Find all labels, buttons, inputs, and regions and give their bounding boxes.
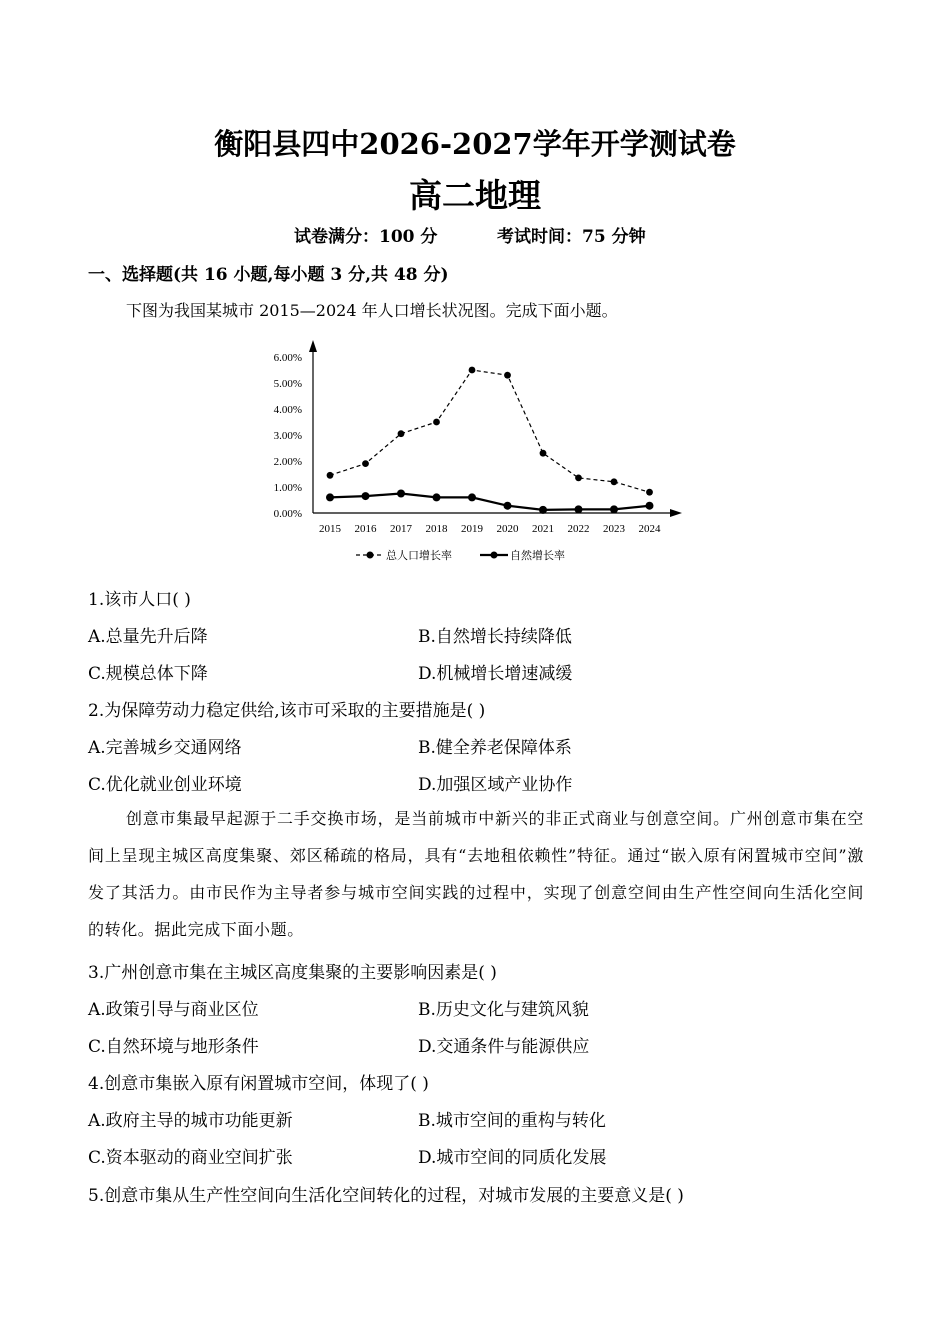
q3-option-c: C.自然环境与地形条件 [88, 1037, 259, 1057]
legend-marker [367, 552, 374, 559]
y-tick-label: 0.00% [273, 508, 302, 520]
subject-title: 高二地理 [409, 176, 541, 215]
time-limit: 考试时间：75 分钟 [497, 227, 646, 247]
q4-option-a: A.政府主导的城市功能更新 [88, 1111, 293, 1131]
q1-option-d: D.机械增长增速减缓 [418, 664, 573, 684]
data-point [539, 506, 547, 514]
y-tick-label: 6.00% [273, 352, 302, 364]
chart-series [326, 367, 654, 514]
data-point [504, 372, 511, 379]
question-3: 3.广州创意市集在主城区高度集聚的主要影响因素是( ) [88, 963, 497, 983]
data-point [646, 489, 653, 496]
population-growth-chart [258, 336, 688, 572]
data-point [611, 478, 618, 485]
q1-option-a: A.总量先升后降 [88, 627, 208, 647]
full-score: 试卷满分：100 分 [294, 227, 438, 247]
q2-option-c: C.优化就业创业环境 [88, 775, 242, 795]
question-4: 4.创意市集嵌入原有闲置城市空间，体现了( ) [88, 1074, 429, 1094]
data-point [540, 450, 547, 457]
data-point [575, 505, 583, 513]
x-tick-label: 2019 [461, 523, 483, 535]
q2-option-a: A.完善城乡交通网络 [88, 738, 242, 758]
q2-option-b: B.健全养老保障体系 [418, 738, 572, 758]
passage: 创意市集最早起源于二手交换市场，是当前城市中新兴的非正式商业与创意空间。广州创意市集在空间上呈现主城区高度集聚、郊区稀疏的格局，具有“去地租依赖性”特征。通过“嵌入原有闲置城市空间”激发了其活力。由市民作为主导者参与城市空间实践的过程中，实现了创意空间由生产性空间向生活化空间的转化。据此完成下面小题。 [88, 809, 864, 939]
x-tick-label: 2021 [532, 523, 554, 535]
chart-axes [309, 340, 682, 517]
q4-option-d: D.城市空间的同质化发展 [418, 1148, 607, 1168]
chart-legend [356, 548, 565, 562]
y-tick-label: 2.00% [273, 456, 302, 468]
y-tick-label: 4.00% [273, 404, 302, 416]
data-point [469, 367, 476, 374]
x-tick-labels [319, 523, 661, 535]
x-tick-label: 2020 [496, 523, 519, 535]
y-tick-label: 3.00% [273, 430, 302, 442]
legend-label: 自然增长率 [510, 549, 565, 562]
chart-intro: 下图为我国某城市 2015—2024 年人口增长状况图。完成下面小题。 [126, 301, 618, 320]
q3-option-d: D.交通条件与能源供应 [418, 1037, 590, 1057]
data-point [433, 419, 440, 426]
data-point [397, 490, 405, 498]
x-tick-label: 2018 [425, 523, 448, 535]
y-axis-arrow [309, 340, 317, 352]
x-tick-label: 2022 [567, 523, 590, 535]
x-tick-label: 2023 [603, 523, 625, 535]
data-point [575, 475, 582, 482]
y-tick-label: 5.00% [273, 378, 302, 390]
legend-marker [491, 552, 498, 559]
x-tick-label: 2015 [319, 523, 341, 535]
q3-option-a: A.政策引导与商业区位 [88, 1000, 259, 1020]
natural-growth-line [330, 494, 650, 510]
data-point [610, 505, 618, 513]
question-1: 1.该市人口( ) [88, 590, 191, 610]
q1-option-c: C.规模总体下降 [88, 664, 208, 684]
data-point [327, 472, 334, 479]
data-point [433, 493, 441, 501]
data-point [646, 502, 654, 510]
x-tick-label: 2016 [354, 523, 377, 535]
x-tick-label: 2024 [638, 523, 661, 535]
section-heading: 一、选择题(共 16 小题,每小题 3 分,共 48 分) [88, 265, 449, 285]
exam-title: 衡阳县四中2026-2027学年开学测试卷 [214, 127, 736, 161]
y-tick-label: 1.00% [273, 482, 302, 494]
question-2: 2.为保障劳动力稳定供给,该市可采取的主要措施是( ) [88, 701, 486, 721]
x-tick-label: 2017 [390, 523, 412, 535]
data-point [468, 493, 476, 501]
q4-option-b: B.城市空间的重构与转化 [418, 1111, 606, 1131]
q3-option-b: B.历史文化与建筑风貌 [418, 1000, 589, 1020]
question-5: 5.创意市集从生产性空间向生活化空间转化的过程，对城市发展的主要意义是( ) [88, 1186, 684, 1206]
total-growth-line [330, 370, 650, 492]
x-axis-arrow [670, 509, 682, 517]
q4-option-c: C.资本驱动的商业空间扩张 [88, 1148, 293, 1168]
y-tick-labels [274, 352, 302, 520]
data-point [362, 460, 369, 467]
q1-option-b: B.自然增长持续降低 [418, 627, 572, 647]
legend-label: 总人口增长率 [386, 549, 452, 562]
data-point [362, 492, 370, 500]
data-point [326, 493, 334, 501]
q2-option-d: D.加强区域产业协作 [418, 775, 573, 795]
data-point [398, 430, 405, 437]
data-point [504, 502, 512, 510]
